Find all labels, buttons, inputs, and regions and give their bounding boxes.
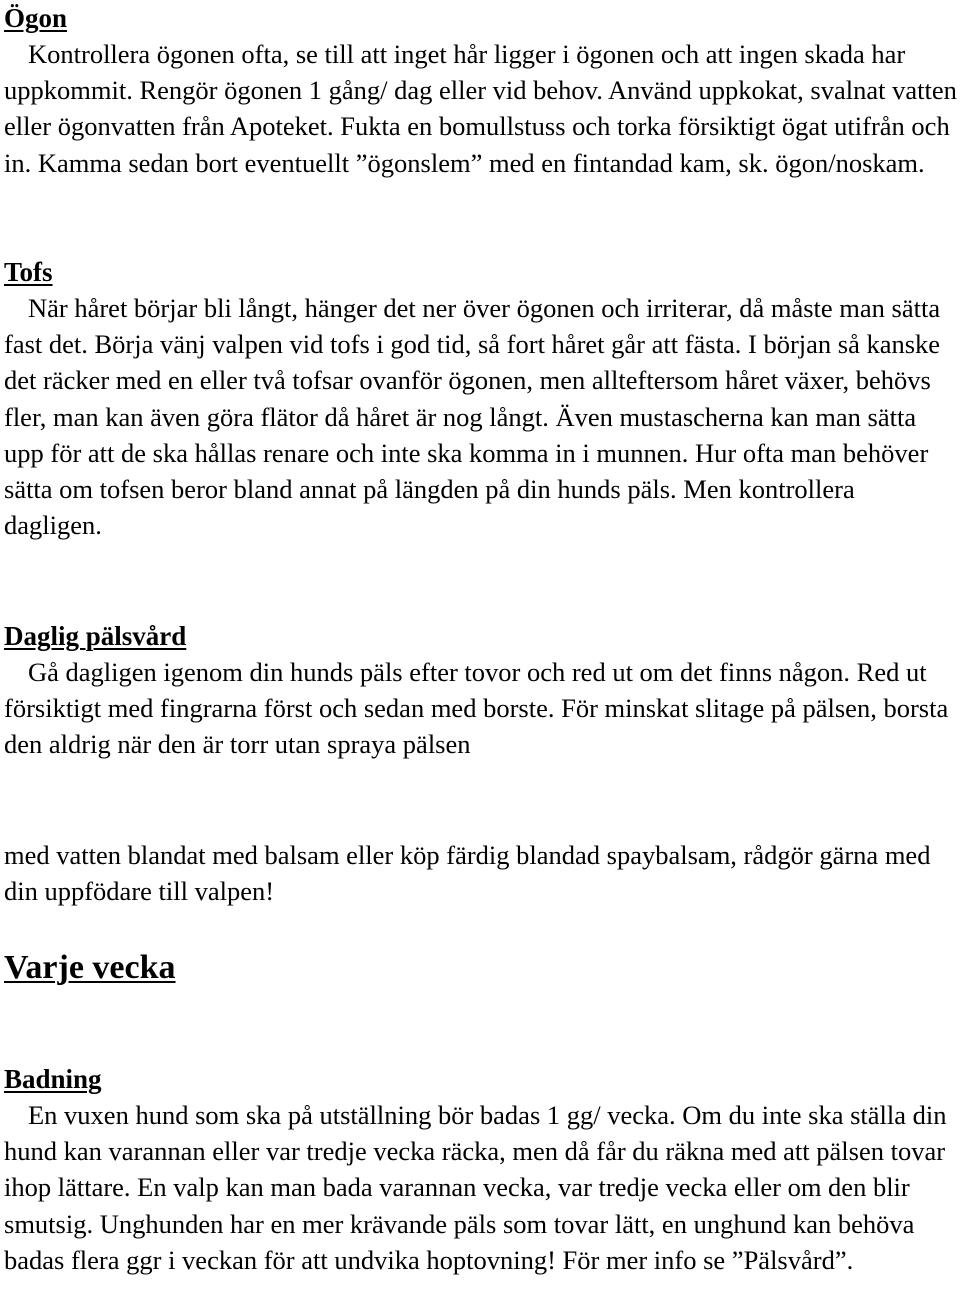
section-heading-badning: Badning	[4, 1064, 102, 1094]
section-text-ogon: Kontrollera ögonen ofta, se till att inget hår ligger i ögonen och att ingen skada har uppkommit. Rengör ögonen 1 gång/ dag eller vid behov. Använd uppkokat, svalnat vatten eller ögonvatten från Apoteket. Fukta en bomullstuss och torka försiktigt ögat utifrån och in. Kamma sedan bort eventuellt ”ögonslem” med en fintandad kam, sk. ögon/noskam.	[4, 39, 957, 178]
section-text-badning: En vuxen hund som ska på utställning bör badas 1 gg/ vecka. Om du inte ska ställa din hund kan varannan eller var tredje vecka räcka, men då får du räkna med att pälsen tovar ihop lättare. En valp kan man bada varannan vecka, var tredje vecka eller om den blir smutsig. Unghunden har en mer krävande päls som tovar lätt, en unghund kan behöva badas flera ggr i veckan för att undvika hoptovning! För mer info se ”Pälsvård”.	[4, 1100, 947, 1275]
section-heading-varje-vecka: Varje vecka	[4, 949, 176, 986]
section-heading-tofs: Tofs	[4, 257, 53, 287]
section-heading-daglig-palsvard: Daglig pälsvård	[4, 621, 187, 651]
section-text-tofs: När håret börjar bli långt, hänger det ner över ögonen och irriterar, då måste man sätta fast det. Börja vänj valpen vid tofs i god tid, så fort håret går att fästa. I början så kanske det räcker med en eller två tofsar ovanför ögonen, men allteftersom håret växer, behövs fler, man kan även göra flätor då håret är nog långt. Även mustascherna kan man sätta upp för att de ska hållas renare och inte ska komma in i munnen. Hur ofta man behöver sätta om tofsen beror bland annat på längden på din hunds päls. Men kontrollera dagligen.	[4, 293, 941, 541]
section-text-daglig-palsvard: Gå dagligen igenom din hunds päls efter tovor och red ut om det finns någon. Red ut försiktigt med fingrarna först och sedan med borste. För minskat slitage på pälsen, borsta den aldrig när den är torr utan spraya pälsen	[4, 657, 949, 760]
section-heading-ogon: Ögon	[4, 3, 68, 33]
section-text-daglig-palsvard-continued: med vatten blandat med balsam eller köp färdig blandad spaybalsam, rådgör gärna med din uppfödare till valpen!	[4, 840, 931, 907]
